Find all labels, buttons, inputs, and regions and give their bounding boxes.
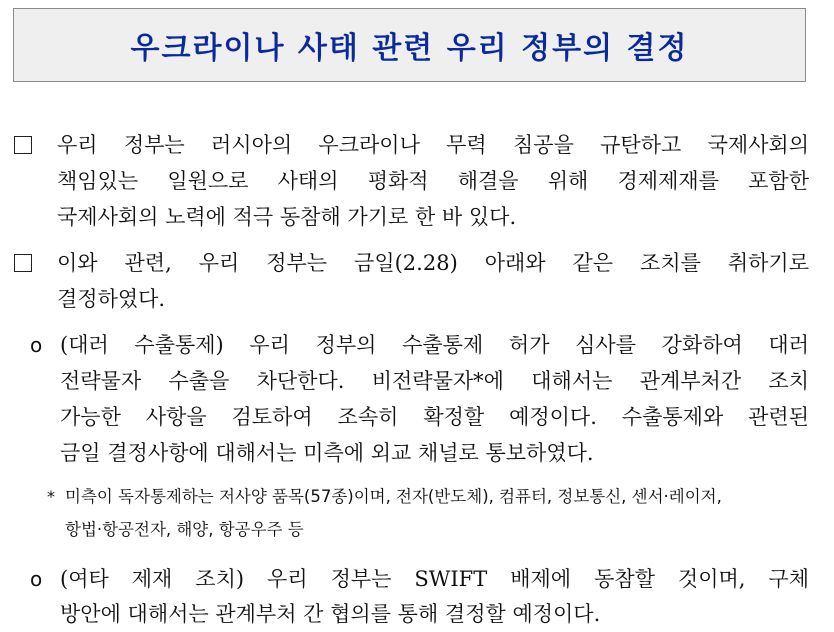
paragraph-line: 결정하였다.: [57, 287, 166, 311]
title-box: [13, 8, 806, 82]
circle-bullet-icon: o: [30, 333, 43, 357]
sub-item-line: (여타 제재 조치) 우리 정부는 SWIFT 배제에 동참할 것이며, 구체: [60, 567, 809, 591]
paragraph-line: 우리 정부는 러시아의 우크라이나 무력 침공을 규탄하고 국제사회의: [57, 133, 809, 157]
footnote-line: 미측이 독자통제하는 저사양 품목(57종)이며, 전자(반도체), 컴퓨터, 정보통신, 센서·레이저,: [65, 487, 722, 506]
circle-bullet-icon: o: [30, 567, 43, 591]
checkbox-square-icon: [14, 254, 32, 272]
sub-item-line: 전략물자 수출을 차단한다. 비전략물자*에 대해서는 관계부처간 조치: [60, 369, 809, 393]
footnote-marker: *: [47, 487, 55, 506]
checkbox-square-icon: [14, 136, 32, 154]
sub-item-line: 금일 결정사항에 대해서는 미측에 외교 채널로 통보하였다.: [60, 441, 594, 465]
paragraph-line: 이와 관련, 우리 정부는 금일(2.28) 아래와 같은 조치를 취하기로: [57, 251, 809, 275]
paragraph-line: 국제사회의 노력에 적극 동참해 가기로 한 바 있다.: [57, 205, 517, 229]
paragraph-line: 책임있는 일원으로 사태의 평화적 해결을 위해 경제제재를 포함한: [57, 169, 809, 193]
sub-item-line: 방안에 대해서는 관계부처 간 협의를 통해 결정할 예정이다.: [60, 602, 601, 626]
page-title: 우크라이나 사태 관련 우리 정부의 결정: [130, 31, 689, 66]
sub-item-line: (대러 수출통제) 우리 정부의 수출통제 허가 심사를 강화하여 대러: [60, 333, 809, 357]
sub-item-line: 가능한 사항을 검토하여 조속히 확정할 예정이다. 수출통제와 관련된: [60, 405, 809, 429]
footnote-line: 항법·항공전자, 해양, 항공우주 등: [65, 520, 304, 539]
